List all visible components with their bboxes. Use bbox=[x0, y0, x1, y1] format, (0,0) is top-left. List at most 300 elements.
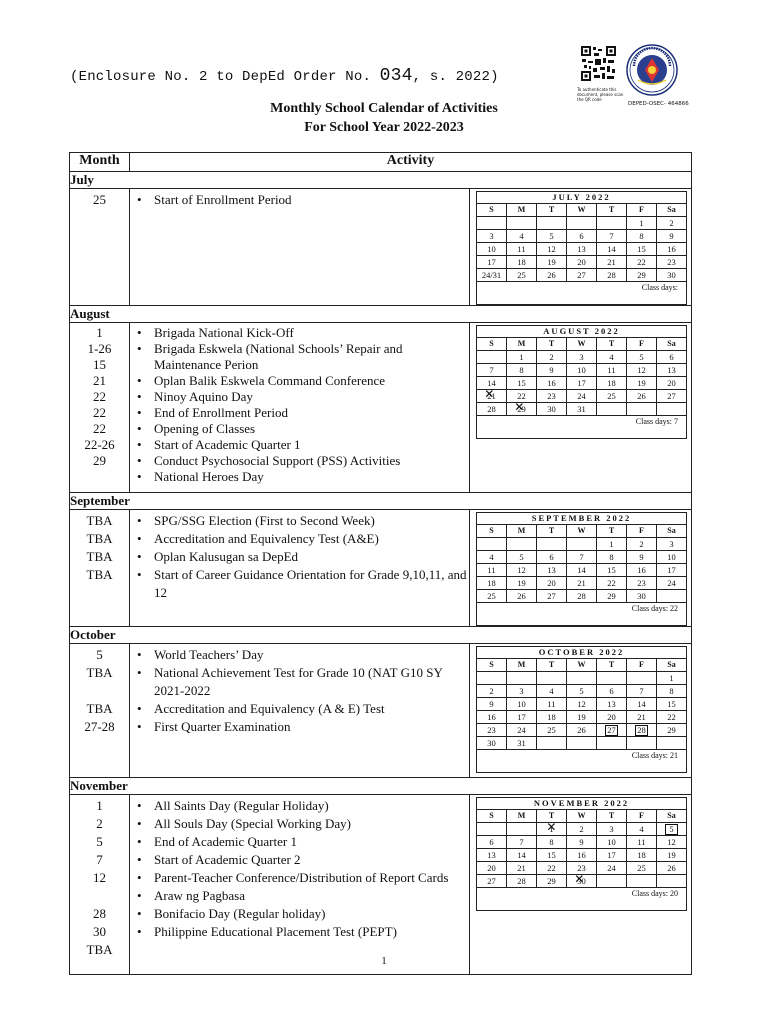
calendar-day bbox=[537, 590, 567, 603]
activity-list bbox=[130, 191, 469, 208]
calendar-day-number: 21 bbox=[607, 257, 616, 267]
calendar-day-number: 3 bbox=[609, 824, 614, 834]
calendar-day bbox=[537, 351, 567, 364]
calendar-day-number: 1 bbox=[609, 539, 614, 549]
calendar-day-number: 30 bbox=[487, 738, 496, 748]
calendar-day-number: 22 bbox=[517, 391, 526, 401]
calendar-title: OCTOBER 2022 bbox=[477, 647, 687, 659]
activity-date: TBA bbox=[86, 513, 113, 528]
calendar-day-number: 15 bbox=[667, 699, 676, 709]
calendar-day-number: 9 bbox=[489, 699, 494, 709]
calendar-day bbox=[567, 390, 597, 403]
calendar-day bbox=[657, 672, 687, 685]
class-days-count: Class days: 21 bbox=[477, 750, 687, 773]
calendar-day-number: 27 bbox=[607, 725, 616, 735]
calendar-day-number: 29 bbox=[637, 270, 646, 280]
calendar-day-number: 17 bbox=[607, 850, 616, 860]
activity-date: 5 bbox=[96, 834, 103, 849]
dates-cell bbox=[70, 323, 130, 493]
calendar-day bbox=[657, 577, 687, 590]
activity-item: • Parent-Teacher Conference/Distribution of Report Cards bbox=[130, 869, 469, 887]
calendar-day bbox=[597, 672, 627, 685]
activity-table bbox=[69, 152, 692, 975]
month-row bbox=[70, 306, 692, 323]
calendar-day bbox=[597, 724, 627, 737]
calendar-day-number: 10 bbox=[667, 552, 676, 562]
calendar-day bbox=[477, 256, 507, 269]
activity-item: • Brigada Eskwela (National Schools’ Repair and Maintenance Perion bbox=[130, 341, 469, 373]
calendar-day-number: 2 bbox=[489, 686, 494, 696]
activities-cell bbox=[130, 323, 470, 493]
calendar-day bbox=[567, 403, 597, 416]
calendar-day-number: 30 bbox=[667, 270, 676, 280]
weekday-header: T bbox=[537, 525, 567, 538]
calendar-day bbox=[567, 230, 597, 243]
calendar-day-number: 22 bbox=[667, 712, 676, 722]
calendar-day bbox=[657, 217, 687, 230]
calendar-day-number: 9 bbox=[579, 837, 584, 847]
calendar-day-number: 15 bbox=[637, 244, 646, 254]
activities-cell bbox=[130, 644, 470, 778]
calendar-day bbox=[537, 256, 567, 269]
weekday-header: Sa bbox=[657, 810, 687, 823]
calendar-day bbox=[507, 836, 537, 849]
calendar-day-number: 13 bbox=[667, 365, 676, 375]
activity-item: • All Saints Day (Regular Holiday) bbox=[130, 797, 469, 815]
calendar-day bbox=[597, 351, 627, 364]
table-header-row bbox=[70, 153, 692, 172]
mini-calendar-cell bbox=[470, 795, 692, 975]
weekday-header: Sa bbox=[657, 659, 687, 672]
activity-date: 1-26 bbox=[87, 341, 112, 356]
calendar-day-number: 27 bbox=[667, 391, 676, 401]
class-days-count: Class days: 22 bbox=[477, 603, 687, 626]
calendar-day-number: 22 bbox=[607, 578, 616, 588]
calendar-day bbox=[627, 672, 657, 685]
enclosure-suffix: , s. 2022) bbox=[412, 69, 499, 85]
calendar-day bbox=[507, 564, 537, 577]
calendar-day bbox=[657, 590, 687, 603]
month-activities-row bbox=[70, 189, 692, 306]
calendar-day bbox=[657, 711, 687, 724]
calendar-day-number: 20 bbox=[487, 863, 496, 873]
calendar-day bbox=[597, 577, 627, 590]
calendar-day-number: 6 bbox=[489, 837, 494, 847]
weekday-header: M bbox=[507, 659, 537, 672]
calendar-day-number: 27 bbox=[487, 876, 496, 886]
calendar-day-number: 19 bbox=[517, 578, 526, 588]
calendar-day bbox=[507, 590, 537, 603]
calendar-day bbox=[477, 577, 507, 590]
calendar-day bbox=[657, 836, 687, 849]
calendar-day-number: 5 bbox=[639, 352, 644, 362]
calendar-day-number: 6 bbox=[669, 352, 674, 362]
calendar-day bbox=[627, 351, 657, 364]
calendar-day bbox=[597, 711, 627, 724]
calendar-day-number: 15 bbox=[517, 378, 526, 388]
calendar-day bbox=[507, 351, 537, 364]
calendar-day-number: 14 bbox=[487, 378, 496, 388]
calendar-day bbox=[657, 390, 687, 403]
activity-date: 22 bbox=[93, 389, 106, 404]
activity-date bbox=[70, 887, 129, 905]
weekday-header: W bbox=[567, 810, 597, 823]
calendar-day bbox=[627, 243, 657, 256]
calendar-day-number: 3 bbox=[519, 686, 524, 696]
calendar-day bbox=[567, 875, 597, 888]
calendar-day bbox=[657, 256, 687, 269]
calendar-day-number: 13 bbox=[487, 850, 496, 860]
dates-cell bbox=[70, 644, 130, 778]
calendar-day-number: 27 bbox=[547, 591, 556, 601]
weekday-header: T bbox=[597, 659, 627, 672]
calendar-day-number: 2 bbox=[669, 218, 674, 228]
calendar-day bbox=[627, 377, 657, 390]
calendar-day-number: 7 bbox=[579, 552, 584, 562]
calendar-day bbox=[627, 217, 657, 230]
calendar-day bbox=[567, 551, 597, 564]
weekday-header: W bbox=[567, 338, 597, 351]
calendar-day bbox=[507, 230, 537, 243]
calendar-day bbox=[627, 685, 657, 698]
calendar-day bbox=[477, 862, 507, 875]
calendar-day bbox=[567, 377, 597, 390]
calendar-day bbox=[657, 823, 687, 836]
calendar-day-number: 9 bbox=[549, 365, 554, 375]
mini-calendar bbox=[476, 325, 687, 439]
calendar-day-number: 11 bbox=[637, 837, 646, 847]
calendar-day bbox=[477, 836, 507, 849]
calendar-day-number: 6 bbox=[549, 552, 554, 562]
calendar-day bbox=[507, 737, 537, 750]
calendar-day-number: 19 bbox=[637, 378, 646, 388]
calendar-day-number: 14 bbox=[517, 850, 526, 860]
calendar-day bbox=[537, 862, 567, 875]
calendar-day bbox=[627, 256, 657, 269]
activity-date bbox=[70, 682, 129, 700]
activity-column-header: Activity bbox=[130, 153, 692, 172]
activity-item: • Oplan Kalusugan sa DepEd bbox=[130, 548, 469, 566]
calendar-day-number: 29 bbox=[607, 591, 616, 601]
calendar-day-number: 9 bbox=[669, 231, 674, 241]
weekday-header: F bbox=[627, 659, 657, 672]
calendar-day-number: 3 bbox=[669, 539, 674, 549]
calendar-day bbox=[537, 364, 567, 377]
activity-date: TBA bbox=[86, 701, 113, 716]
calendar-day bbox=[567, 711, 597, 724]
activity-item: • All Souls Day (Special Working Day) bbox=[130, 815, 469, 833]
calendar-day-number: 8 bbox=[519, 365, 524, 375]
calendar-day-number: 30 ✕ bbox=[577, 875, 586, 887]
deped-seal-logo bbox=[626, 44, 678, 96]
calendar-day-number: 15 bbox=[607, 565, 616, 575]
calendar-day bbox=[477, 823, 507, 836]
calendar-day bbox=[657, 724, 687, 737]
calendar-day-number: 16 bbox=[667, 244, 676, 254]
mini-calendar-cell bbox=[470, 189, 692, 306]
activity-item: • First Quarter Examination bbox=[130, 718, 469, 736]
weekday-header: T bbox=[597, 204, 627, 217]
calendar-day bbox=[507, 243, 537, 256]
month-name: November bbox=[70, 778, 692, 795]
calendar-day bbox=[477, 698, 507, 711]
weekday-header: M bbox=[507, 338, 537, 351]
calendar-day bbox=[657, 685, 687, 698]
calendar-day bbox=[567, 849, 597, 862]
page-subtitle: For School Year 2022-2023 bbox=[304, 120, 464, 135]
calendar-day bbox=[627, 364, 657, 377]
calendar-day bbox=[537, 685, 567, 698]
calendar-day bbox=[537, 269, 567, 282]
calendar-day-number: 17 bbox=[517, 712, 526, 722]
weekday-header: F bbox=[627, 338, 657, 351]
calendar-day-number: 23 bbox=[487, 725, 496, 735]
activity-date: TBA bbox=[86, 942, 113, 957]
activity-date: TBA bbox=[86, 567, 113, 582]
weekday-header: T bbox=[537, 338, 567, 351]
enclosure-reference bbox=[70, 66, 499, 86]
dates-cell bbox=[70, 189, 130, 306]
calendar-day-number: 11 bbox=[607, 365, 616, 375]
calendar-day-number: 14 bbox=[577, 565, 586, 575]
calendar-day bbox=[567, 564, 597, 577]
calendar-day-number: 5 bbox=[549, 231, 554, 241]
calendar-day bbox=[597, 564, 627, 577]
calendar-day-number: 2 bbox=[639, 539, 644, 549]
activity-item: • End of Enrollment Period bbox=[130, 405, 469, 421]
calendar-day-number: 11 bbox=[547, 699, 556, 709]
activity-item: • World Teachers’ Day bbox=[130, 646, 469, 664]
dates-cell bbox=[70, 510, 130, 627]
month-row bbox=[70, 778, 692, 795]
calendar-day bbox=[597, 737, 627, 750]
calendar-day-number: 18 bbox=[487, 578, 496, 588]
calendar-day-number: 17 bbox=[487, 257, 496, 267]
calendar-day bbox=[507, 849, 537, 862]
calendar-day-number: 26 bbox=[667, 863, 676, 873]
calendar-day bbox=[627, 564, 657, 577]
activity-item: • Araw ng Pagbasa bbox=[130, 887, 469, 905]
calendar-day-number: 22 bbox=[547, 863, 556, 873]
months-body bbox=[70, 172, 692, 975]
calendar-day bbox=[597, 538, 627, 551]
calendar-day bbox=[537, 403, 567, 416]
dates-cell bbox=[70, 795, 130, 975]
calendar-day-number: 16 bbox=[577, 850, 586, 860]
calendar-day bbox=[567, 698, 597, 711]
calendar-day bbox=[567, 364, 597, 377]
calendar-day bbox=[657, 364, 687, 377]
calendar-day bbox=[597, 862, 627, 875]
calendar-day bbox=[567, 256, 597, 269]
calendar-day bbox=[627, 230, 657, 243]
activity-date: 30 bbox=[93, 924, 106, 939]
activity-item: • National Achievement Test for Grade 10 (NAT G10 SY 2021-2022 bbox=[130, 664, 469, 700]
calendar-day-number: 24 bbox=[517, 725, 526, 735]
calendar-day-number: 12 bbox=[667, 837, 676, 847]
calendar-day bbox=[537, 377, 567, 390]
mini-calendar-cell bbox=[470, 323, 692, 493]
calendar-day bbox=[627, 551, 657, 564]
activity-item: • Start of Academic Quarter 1 bbox=[130, 437, 469, 453]
calendar-day-number: 23 bbox=[637, 578, 646, 588]
weekday-header: F bbox=[627, 810, 657, 823]
calendar-day-number: 26 bbox=[547, 270, 556, 280]
calendar-day-number: 8 bbox=[609, 552, 614, 562]
calendar-day bbox=[597, 403, 627, 416]
calendar-day-number: 28 bbox=[577, 591, 586, 601]
activity-item: • End of Academic Quarter 1 bbox=[130, 833, 469, 851]
calendar-day bbox=[537, 875, 567, 888]
calendar-day bbox=[597, 217, 627, 230]
calendar-day-number: 4 bbox=[519, 231, 524, 241]
calendar-day bbox=[657, 351, 687, 364]
calendar-day-number: 4 bbox=[549, 686, 554, 696]
calendar-day-number: 25 bbox=[547, 725, 556, 735]
calendar-day bbox=[507, 724, 537, 737]
calendar-day bbox=[657, 564, 687, 577]
calendar-day-number: 30 bbox=[637, 591, 646, 601]
activity-item: • Start of Academic Quarter 2 bbox=[130, 851, 469, 869]
calendar-day-number: 14 bbox=[607, 244, 616, 254]
calendar-day bbox=[657, 538, 687, 551]
activity-date: 12 bbox=[93, 870, 106, 885]
calendar-title: NOVEMBER 2022 bbox=[477, 798, 687, 810]
calendar-day-number: 27 bbox=[577, 270, 586, 280]
calendar-title: AUGUST 2022 bbox=[477, 326, 687, 338]
calendar-day bbox=[597, 590, 627, 603]
calendar-day bbox=[537, 230, 567, 243]
activity-item: • Conduct Psychosocial Support (PSS) Activities bbox=[130, 453, 469, 469]
calendar-day bbox=[537, 836, 567, 849]
weekday-header: T bbox=[537, 204, 567, 217]
calendar-day bbox=[597, 364, 627, 377]
calendar-day bbox=[567, 590, 597, 603]
calendar-day-number: 12 bbox=[577, 699, 586, 709]
activity-date: 1 bbox=[96, 798, 103, 813]
calendar-day-number: 20 bbox=[577, 257, 586, 267]
calendar-day-number: 12 bbox=[547, 244, 556, 254]
calendar-day-number: 23 bbox=[667, 257, 676, 267]
calendar-day bbox=[627, 577, 657, 590]
calendar-day-number: 4 bbox=[639, 824, 644, 834]
calendar-day-number: 24 bbox=[607, 863, 616, 873]
mini-calendar-cell bbox=[470, 510, 692, 627]
calendar-day-number: 11 bbox=[517, 244, 526, 254]
calendar-day-number: 22 bbox=[637, 257, 646, 267]
activity-item: • Accreditation and Equivalency Test (A&E) bbox=[130, 530, 469, 548]
weekday-header: W bbox=[567, 204, 597, 217]
calendar-day-number: 25 bbox=[637, 863, 646, 873]
calendar-day-number: 5 bbox=[665, 824, 677, 835]
month-name: July bbox=[70, 172, 692, 189]
calendar-day bbox=[507, 685, 537, 698]
calendar-day bbox=[567, 351, 597, 364]
document-code: DEPED-OSEC- 464866 bbox=[628, 101, 689, 107]
calendar-day-number: 1 bbox=[669, 673, 674, 683]
calendar-day bbox=[627, 737, 657, 750]
weekday-header: T bbox=[537, 659, 567, 672]
calendar-day bbox=[537, 823, 567, 836]
calendar-day bbox=[507, 551, 537, 564]
calendar-day bbox=[567, 724, 597, 737]
activity-date: 22 bbox=[93, 405, 106, 420]
calendar-day-number: 25 bbox=[607, 391, 616, 401]
calendar-day-number: 31 bbox=[577, 404, 586, 414]
activity-item: • Philippine Educational Placement Test (PEPT) bbox=[130, 923, 469, 941]
calendar-day bbox=[627, 590, 657, 603]
weekday-header: S bbox=[477, 810, 507, 823]
calendar-day-number: 10 bbox=[487, 244, 496, 254]
calendar-day bbox=[567, 836, 597, 849]
calendar-day bbox=[657, 862, 687, 875]
calendar-day bbox=[627, 403, 657, 416]
calendar-day bbox=[477, 564, 507, 577]
activity-date: 25 bbox=[93, 192, 106, 207]
calendar-day bbox=[507, 823, 537, 836]
calendar-day bbox=[657, 551, 687, 564]
calendar-day-number: 18 bbox=[637, 850, 646, 860]
calendar-day bbox=[567, 823, 597, 836]
calendar-day bbox=[657, 243, 687, 256]
calendar-day-number: 29 bbox=[547, 876, 556, 886]
weekday-header: Sa bbox=[657, 338, 687, 351]
calendar-day bbox=[507, 256, 537, 269]
weekday-header: F bbox=[627, 525, 657, 538]
calendar-day-number: 29 bbox=[667, 725, 676, 735]
weekday-header: W bbox=[567, 525, 597, 538]
calendar-day-number: 8 bbox=[669, 686, 674, 696]
calendar-day bbox=[477, 230, 507, 243]
calendar-day bbox=[597, 698, 627, 711]
calendar-day bbox=[537, 698, 567, 711]
activity-date: 15 bbox=[93, 357, 106, 372]
calendar-day bbox=[597, 836, 627, 849]
calendar-day bbox=[627, 875, 657, 888]
calendar-day-number: 3 bbox=[489, 231, 494, 241]
qr-caption: To authenticate this document, please scan the QR code bbox=[577, 87, 624, 102]
calendar-day-number: 21 ✕ bbox=[487, 390, 496, 402]
activity-date: 29 bbox=[93, 453, 106, 468]
calendar-day bbox=[597, 875, 627, 888]
activity-date: 5 bbox=[96, 647, 103, 662]
calendar-day bbox=[477, 364, 507, 377]
weekday-header: M bbox=[507, 525, 537, 538]
calendar-day bbox=[657, 698, 687, 711]
calendar-day-number: 11 bbox=[487, 565, 496, 575]
calendar-day bbox=[507, 862, 537, 875]
activity-item: • Opening of Classes bbox=[130, 421, 469, 437]
calendar-day-number: 5 bbox=[579, 686, 584, 696]
calendar-day bbox=[567, 217, 597, 230]
enclosure-prefix: (Enclosure No. 2 to DepEd Order No. bbox=[70, 69, 380, 85]
month-name: October bbox=[70, 627, 692, 644]
class-days-count: Class days: bbox=[477, 282, 687, 305]
activities-cell bbox=[130, 510, 470, 627]
weekday-header: F bbox=[627, 204, 657, 217]
calendar-day bbox=[507, 672, 537, 685]
calendar-day-number: 25 bbox=[517, 270, 526, 280]
mini-calendar-cell bbox=[470, 644, 692, 778]
calendar-day bbox=[627, 698, 657, 711]
calendar-day-number: 1 bbox=[519, 352, 524, 362]
calendar-day bbox=[537, 849, 567, 862]
month-activities-row bbox=[70, 795, 692, 975]
weekday-header: W bbox=[567, 659, 597, 672]
class-days-count: Class days: 7 bbox=[477, 416, 687, 439]
calendar-day bbox=[477, 243, 507, 256]
calendar-day bbox=[477, 590, 507, 603]
